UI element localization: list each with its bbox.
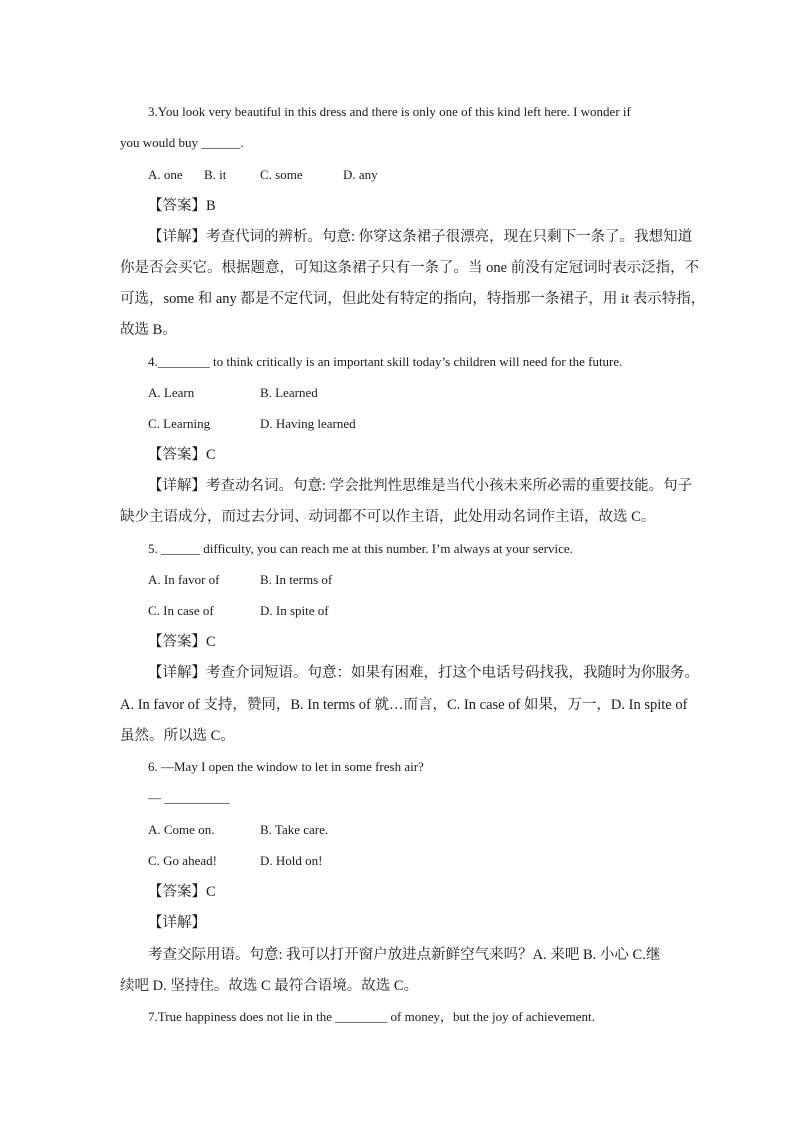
- question-5-explanation-line3: 虽然。所以选 C。: [120, 728, 235, 744]
- question-3-explanation-line3: 可选，some 和 any 都是不定代词，但此处有特定的指向，特指那一条裙子，用 it 表示特指，: [120, 291, 706, 307]
- question-6-stem: 6. —May I open the window to let in some fresh air?: [148, 759, 424, 774]
- question-3-answer: 【答案】B: [148, 198, 216, 214]
- question-4-option-c: C. Learning: [148, 416, 211, 431]
- question-5-explanation-line2: A. In favor of 支持，赞同，B. In terms of 就…而言，C. In case of 如果，万一，D. In spite of: [120, 697, 688, 713]
- question-5-option-b: B. In terms of: [260, 572, 333, 587]
- question-4-explanation-line2: 缺少主语成分，而过去分词、动词都不可以作主语，此处用动名词作主语，故选 C。: [120, 509, 656, 525]
- question-4-explanation-line1: 【详解】考查动名词。句意: 学会批判性思维是当代小孩未来所必需的重要技能。句子: [148, 478, 693, 494]
- question-6-explanation-line2: 续吧 D. 坚持住。故选 C 最符合语境。故选 C。: [120, 978, 419, 994]
- question-3-option-b: B. it: [204, 167, 227, 182]
- question-4-stem: 4.________ to think critically is an important skill today’s children will need for the future.: [148, 354, 623, 369]
- question-4-option-b: B. Learned: [260, 385, 318, 400]
- question-6-option-d: D. Hold on!: [260, 853, 323, 868]
- question-5-option-d: D. In spite of: [260, 603, 329, 618]
- question-4-option-a: A. Learn: [148, 385, 195, 400]
- question-5-answer: 【答案】C: [148, 634, 216, 650]
- question-6-option-a: A. Come on.: [148, 822, 215, 837]
- question-3-explanation-line4: 故选 B。: [120, 322, 177, 338]
- question-6-explanation-title: 【详解】: [148, 915, 206, 931]
- question-5-stem: 5. ______ difficulty, you can reach me at this number. I’m always at your service.: [148, 541, 573, 556]
- question-5-option-a: A. In favor of: [148, 572, 220, 587]
- question-3-option-c: C. some: [260, 167, 303, 182]
- question-6-answer: 【答案】C: [148, 884, 216, 900]
- question-3-explanation-line2: 你是否会买它。根据题意，可知这条裙子只有一条了。当 one 前没有定冠词时表示泛指，不: [120, 260, 700, 276]
- question-3-stem-line2: you would buy ______.: [120, 135, 244, 150]
- question-4-answer: 【答案】C: [148, 447, 216, 463]
- question-6-option-b: B. Take care.: [260, 822, 329, 837]
- question-5-explanation-line1: 【详解】考查介词短语。句意：如果有困难，打这个电话号码找我，我随时为你服务。: [148, 665, 699, 681]
- question-5-option-c: C. In case of: [148, 603, 214, 618]
- question-6-explanation-line1: 考查交际用语。句意: 我可以打开窗户放进点新鲜空气来吗？A. 来吧 B. 小心 C.继: [148, 947, 661, 963]
- question-6-reply: — __________: [148, 790, 230, 805]
- question-3-stem-line1: 3.You look very beautiful in this dress and there is only one of this kind left here. I wonder if: [148, 104, 631, 119]
- question-6-option-c: C. Go ahead!: [148, 853, 217, 868]
- question-3-option-d: D. any: [343, 167, 378, 182]
- question-4-option-d: D. Having learned: [260, 416, 356, 431]
- question-3-option-a: A. one: [148, 167, 183, 182]
- question-7-stem: 7.True happiness does not lie in the ________ of money，but the joy of achievement.: [148, 1009, 595, 1024]
- question-3-explanation-line1: 【详解】考查代词的辨析。句意: 你穿这条裙子很漂亮，现在只剩下一条了。我想知道: [148, 229, 693, 245]
